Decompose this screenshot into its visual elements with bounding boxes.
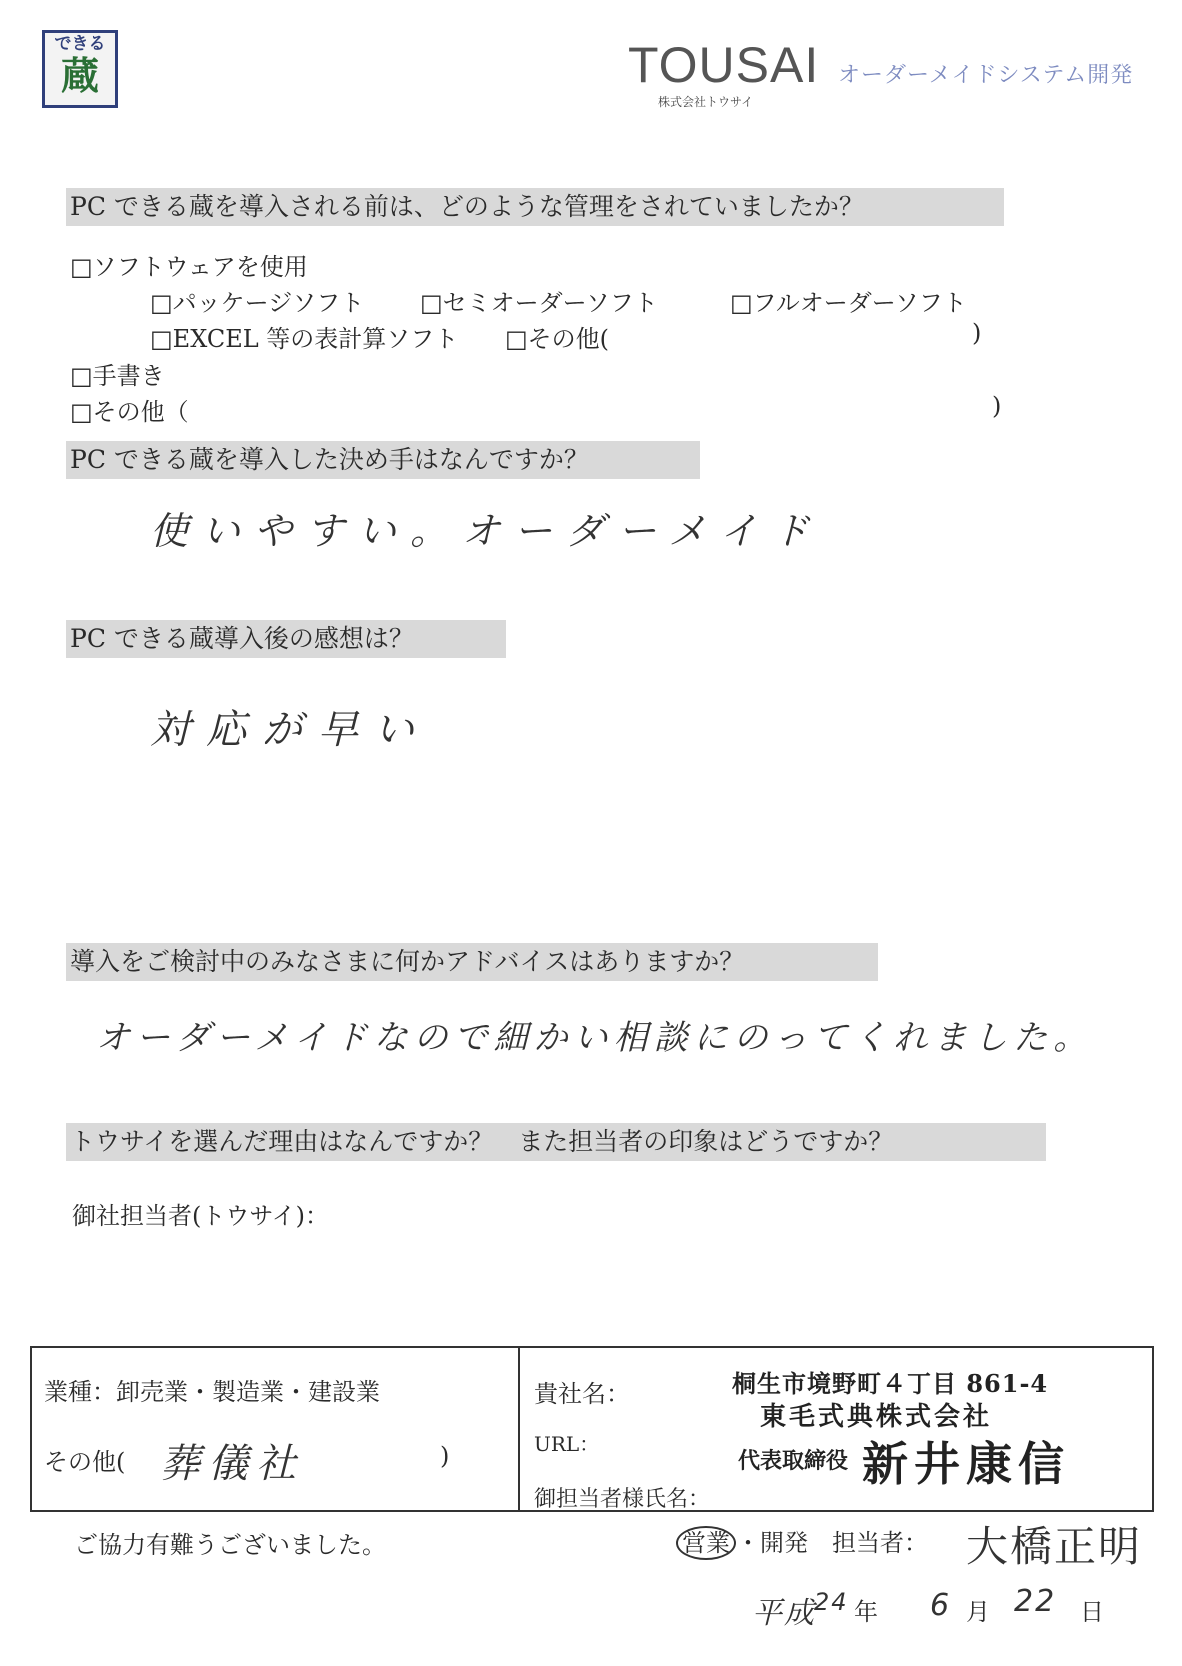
table-divider — [518, 1346, 520, 1512]
brand-tagline: オーダーメイドシステム開発 — [838, 63, 1134, 88]
answer-4: オーダーメイドなので細かい相談にのってくれました。 — [96, 1018, 1094, 1058]
option-software[interactable]: □ソフトウェアを使用 — [70, 253, 308, 281]
url-label: URL： — [534, 1432, 600, 1456]
answer-3: 対応が早い — [150, 707, 430, 753]
date-era: 平成 — [752, 1596, 816, 1631]
other-industry-value: 葬儀社 — [160, 1441, 304, 1487]
option-package-software[interactable]: □パッケージソフト — [150, 289, 365, 317]
close-paren-1: ) — [972, 319, 982, 347]
stamp-address: 桐生市境野町４丁目 861-4 — [732, 1369, 1049, 1398]
staff-label: 御社担当者(トウサイ)： — [72, 1202, 330, 1230]
option-other-software[interactable]: □その他( — [505, 325, 610, 353]
company-name-label: 貴社名： — [534, 1380, 630, 1408]
date-year: 24 — [814, 1588, 849, 1616]
date-year-unit: 年 — [854, 1598, 878, 1626]
dekirukura-logo — [42, 30, 118, 108]
option-excel[interactable]: □EXCEL 等の表計算ソフト — [150, 325, 459, 353]
thanks-message: ご協力有難うございました。 — [74, 1531, 386, 1559]
brand-name: TOUSAI — [628, 37, 820, 93]
logo-top-text: できる — [54, 34, 106, 54]
option-handwritten[interactable]: □手書き — [70, 362, 165, 390]
industry-label: 業種：卸売業・製造業・建設業 — [44, 1378, 380, 1406]
option-other[interactable]: □その他（ — [70, 398, 189, 426]
option-full-order-software[interactable]: □フルオーダーソフト — [730, 289, 967, 317]
close-paren-2: ) — [992, 392, 1002, 420]
question-4: 導入をご検討中のみなさまに何かアドバイスはありますか？ — [66, 943, 878, 981]
stamp-title: 代表取締役 — [738, 1448, 849, 1474]
question-1: PC できる蔵を導入される前は、どのような管理をされていましたか？ — [66, 188, 1004, 226]
department-rest: ・開発 担当者： — [736, 1529, 928, 1557]
question-2: PC できる蔵を導入した決め手はなんですか？ — [66, 441, 700, 479]
department-sales-circled: 営業 — [676, 1526, 736, 1560]
answer-2: 使いやすい。オーダーメイド — [150, 509, 824, 553]
logo-main-text: 蔵 — [60, 54, 99, 98]
option-semi-order-software[interactable]: □セミオーダーソフト — [420, 289, 658, 317]
staff-name: 大橋正明 — [966, 1522, 1143, 1571]
stamp-name: 新井康信 — [862, 1437, 1070, 1491]
contact-name-label: 御担当者様氏名： — [534, 1487, 711, 1512]
date-month-unit: 月 — [966, 1598, 990, 1626]
brand-company: 株式会社トウサイ — [658, 95, 754, 109]
date-day: 22 — [1014, 1584, 1057, 1619]
question-5: トウサイを選んだ理由はなんですか？ また担当者の印象はどうですか？ — [66, 1123, 1046, 1161]
question-3: PC できる蔵導入後の感想は？ — [66, 620, 506, 658]
other-industry-close: ) — [440, 1442, 450, 1470]
date-month: 6 — [930, 1588, 960, 1623]
stamp-company: 東毛式典株式会社 — [760, 1402, 993, 1432]
date-day-unit: 日 — [1080, 1598, 1104, 1626]
other-industry-label: その他( — [44, 1448, 126, 1476]
department-line — [676, 1523, 928, 1560]
